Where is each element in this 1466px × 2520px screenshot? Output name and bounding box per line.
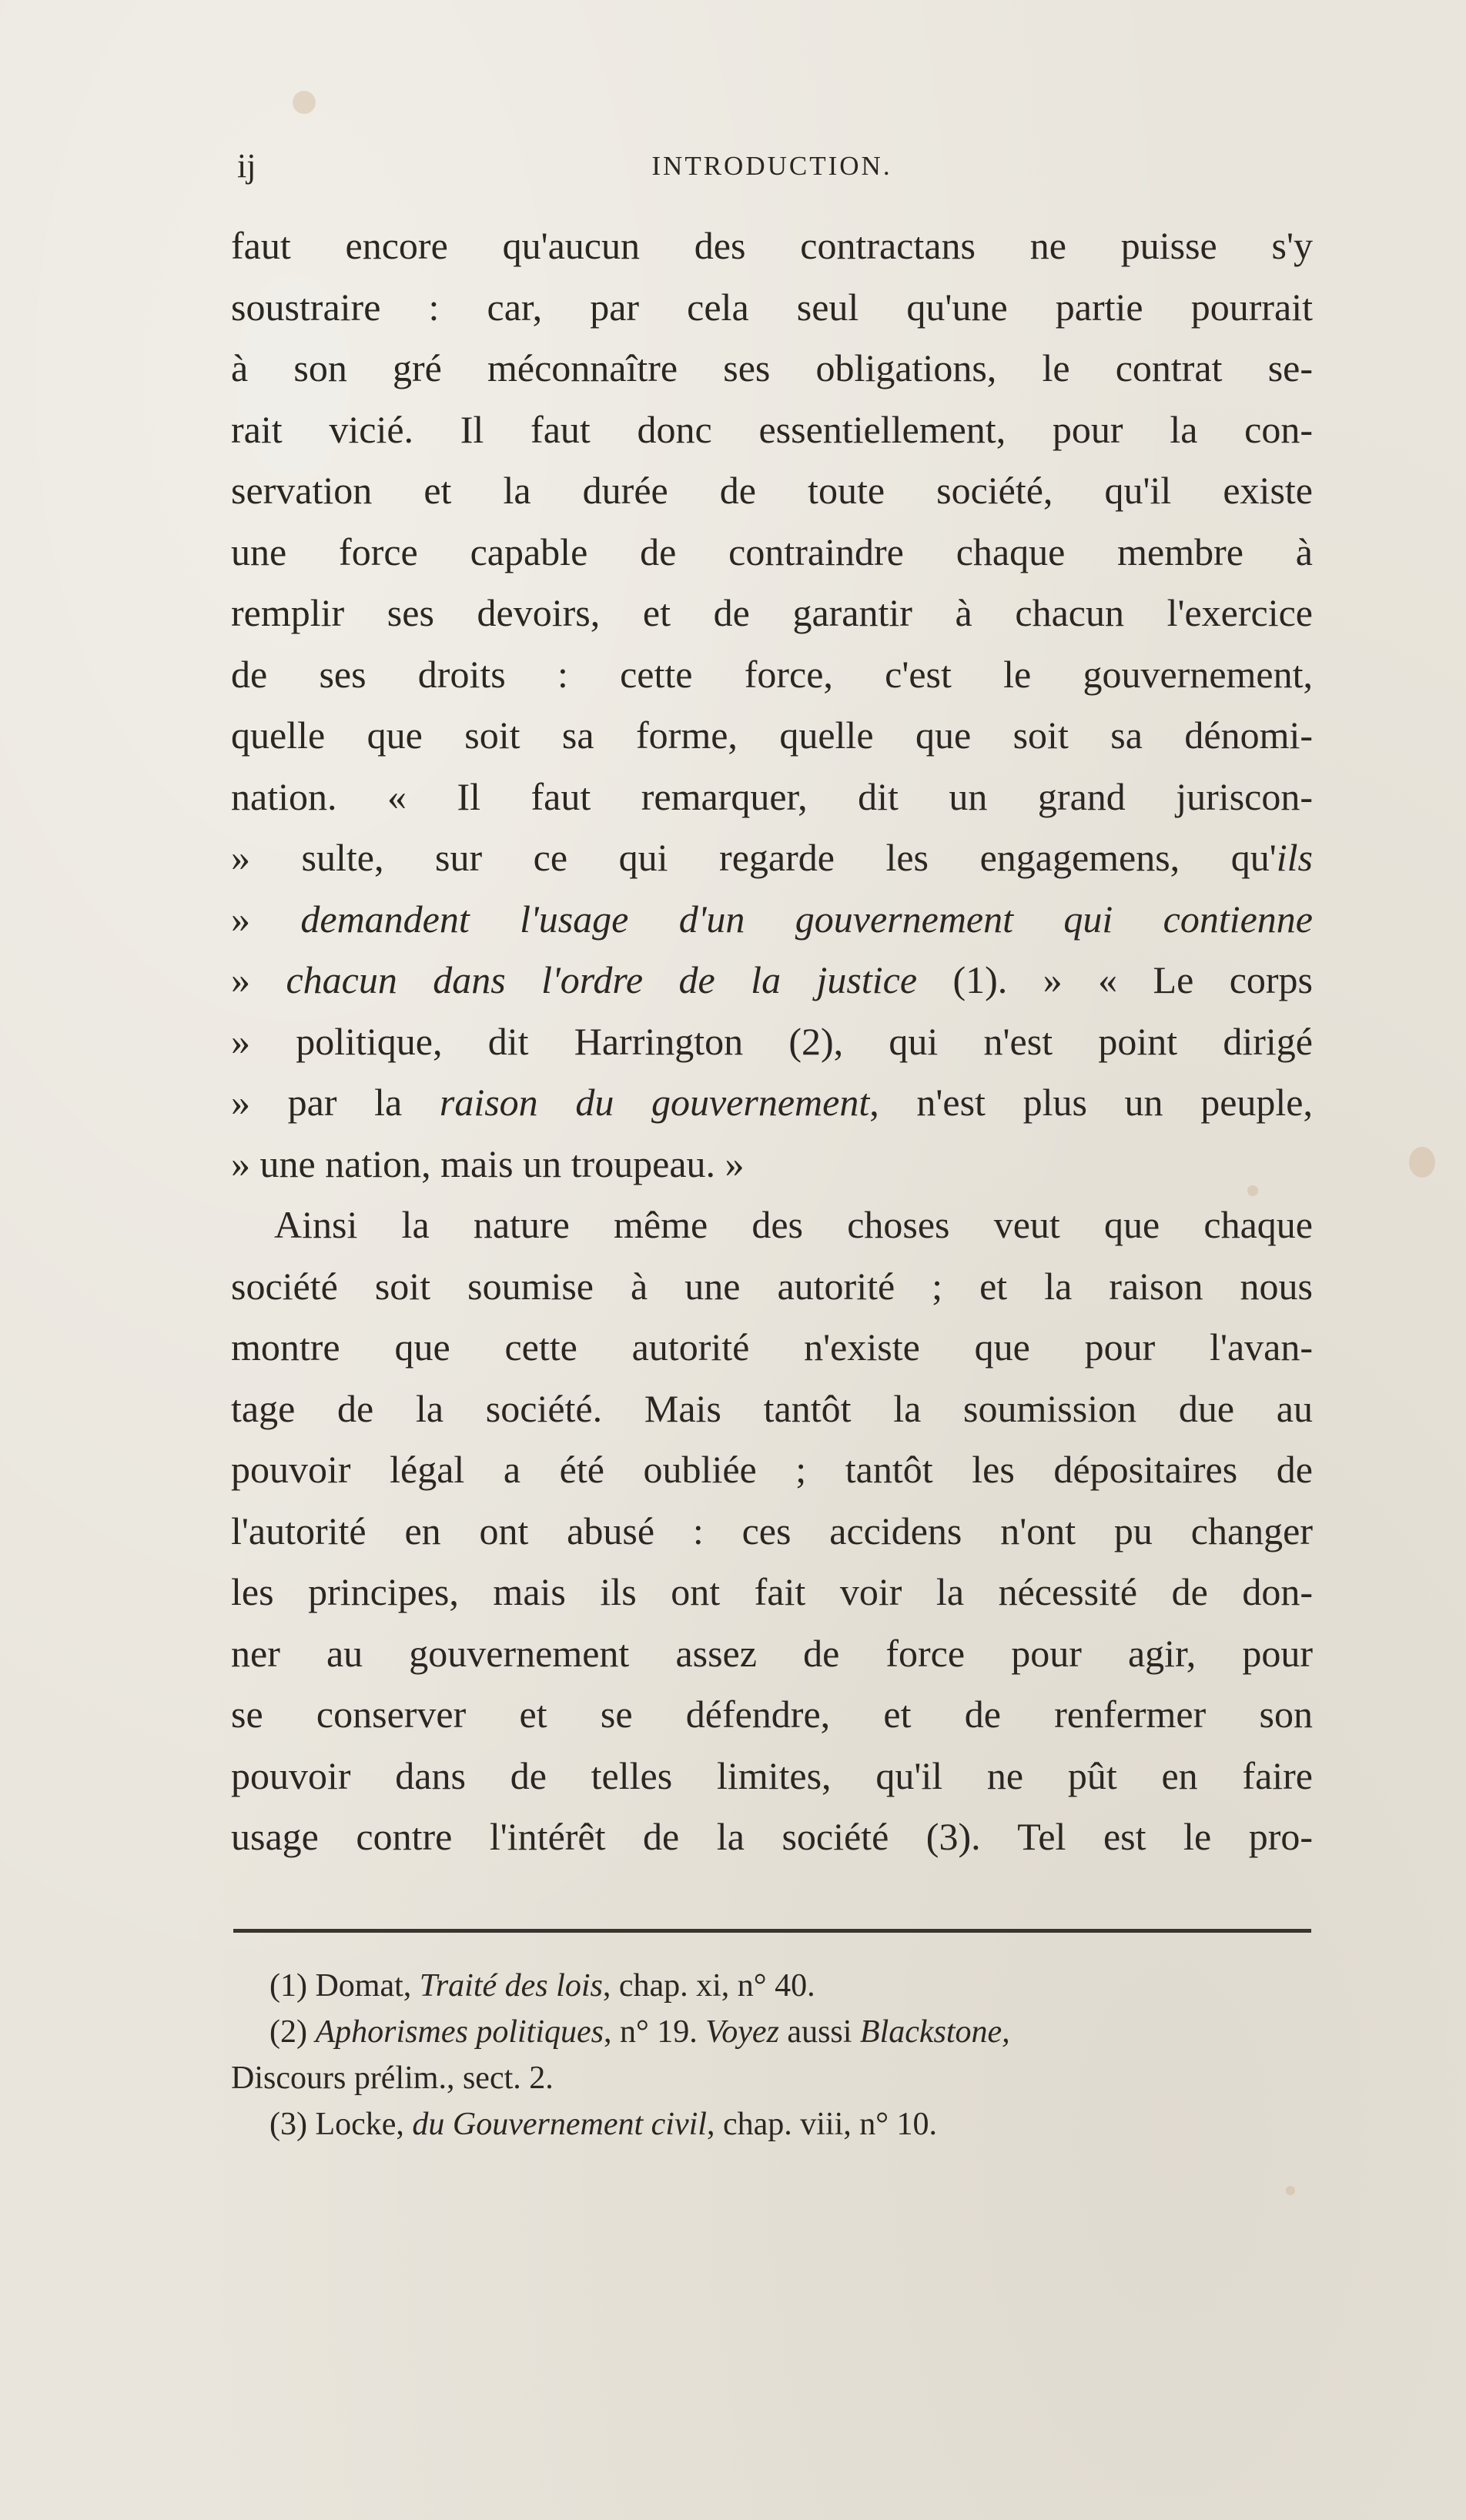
foxing-spot bbox=[1286, 2186, 1295, 2195]
page-header bbox=[231, 146, 1313, 192]
italic-run: Traité des lois bbox=[419, 1968, 603, 2004]
italic-run: raison du gouvernement bbox=[439, 1081, 870, 1124]
footnote-2-continued: Discours prélim., sect. 2. bbox=[231, 2060, 554, 2096]
text-run: (1). » « Le corps bbox=[917, 958, 1313, 1001]
italic-run: Aphorismes politiques bbox=[315, 2014, 604, 2050]
text-line: société soit soumise à une autorité ; et la raison nous bbox=[231, 1264, 1313, 1308]
text-line: soustraire : car, par cela seul qu'une partie pourrait bbox=[231, 285, 1313, 329]
foxing-spot bbox=[1409, 1147, 1435, 1178]
text-line: nation. « Il faut remarquer, dit un grand juriscon- bbox=[231, 774, 1313, 818]
text-line: pouvoir légal a été oubliée ; tantôt les dépositaires de bbox=[231, 1448, 1313, 1491]
text-line: tage de la société. Mais tantôt la soumission due au bbox=[231, 1386, 1313, 1430]
text-run: , chap. xi, n° 40. bbox=[602, 1968, 815, 2004]
text-line: faut encore qu'aucun des contractans ne puisse s'y bbox=[231, 224, 1313, 267]
running-head: INTRODUCTION. bbox=[651, 151, 892, 181]
footnote-2 bbox=[231, 2009, 1313, 2055]
footnote-divider bbox=[233, 1929, 1311, 1933]
italic-run: chacun dans l'ordre de la justice bbox=[286, 958, 918, 1001]
text-run: » par la bbox=[231, 1081, 440, 1124]
foxing-spot bbox=[293, 91, 316, 114]
text-line: se conserver et se défendre, et de renfermer son bbox=[231, 1693, 1313, 1736]
text-line: remplir ses devoirs, et de garantir à chacun l'exercice bbox=[231, 591, 1313, 634]
text-run: (3) Locke, bbox=[269, 2107, 413, 2142]
italic-run: demandent l'usage d'un gouvernement qui contienne bbox=[300, 897, 1314, 941]
footnote-1 bbox=[231, 1963, 1313, 2009]
text-line: ner au gouvernement assez de force pour agir, pour bbox=[231, 1631, 1313, 1675]
text-line: » une nation, mais un troupeau. » bbox=[231, 1141, 745, 1185]
text-line: Ainsi la nature même des choses veut que chaque bbox=[274, 1203, 1313, 1246]
footnotes bbox=[231, 1963, 1313, 2147]
text-run: (2) bbox=[269, 2014, 316, 2050]
text-run: (1) Domat, bbox=[269, 1968, 420, 2004]
main-text bbox=[231, 216, 1313, 1868]
text-line bbox=[231, 889, 1313, 951]
text-line: usage contre l'intérêt de la société (3). Tel est le pro- bbox=[231, 1815, 1313, 1858]
text-line: une force capable de contraindre chaque membre à bbox=[231, 530, 1313, 573]
footnote-3 bbox=[231, 2101, 1313, 2147]
text-line: montre que cette autorité n'existe que pour l'avan- bbox=[231, 1325, 1313, 1369]
text-run: , n'est plus un peuple, bbox=[869, 1081, 1313, 1124]
text-line: quelle que soit sa forme, quelle que soit sa dénomi- bbox=[231, 714, 1313, 757]
text-line: servation et la durée de toute société, qu'il existe bbox=[231, 469, 1313, 512]
text-line: l'autorité en ont abusé : ces accidens n'ont pu changer bbox=[231, 1509, 1313, 1552]
italic-run: ils bbox=[1276, 836, 1313, 879]
page-number: ij bbox=[237, 147, 256, 185]
italic-run: du Gouvernement civil bbox=[412, 2107, 707, 2142]
text-run: , chap. viii, n° 10. bbox=[706, 2107, 938, 2142]
italic-run: Blackstone, bbox=[859, 2014, 1010, 2050]
text-line: pouvoir dans de telles limites, qu'il ne pût en faire bbox=[231, 1753, 1313, 1797]
text-line: rait vicié. Il faut donc essentiellement, pour la con- bbox=[231, 407, 1313, 451]
text-line bbox=[231, 950, 1313, 1011]
text-line: » politique, dit Harrington (2), qui n'est point dirigé bbox=[231, 1019, 1313, 1063]
text-line: de ses droits : cette force, c'est le gouvernement, bbox=[231, 652, 1313, 696]
italic-run: Voyez bbox=[705, 2014, 779, 2050]
quote-mark: » bbox=[231, 958, 250, 1001]
text-line: à son gré méconnaître ses obligations, le contrat se- bbox=[231, 346, 1313, 389]
text-line: les principes, mais ils ont fait voir la nécessité de don- bbox=[231, 1570, 1313, 1613]
text-run: , n° 19. bbox=[603, 2014, 706, 2050]
text-run: aussi bbox=[778, 2014, 860, 2050]
text-line bbox=[231, 827, 1313, 889]
text-line bbox=[231, 1072, 1313, 1134]
quote-mark: » bbox=[231, 897, 250, 941]
text-run: » sulte, sur ce qui regarde les engagemens, qu' bbox=[231, 836, 1277, 879]
